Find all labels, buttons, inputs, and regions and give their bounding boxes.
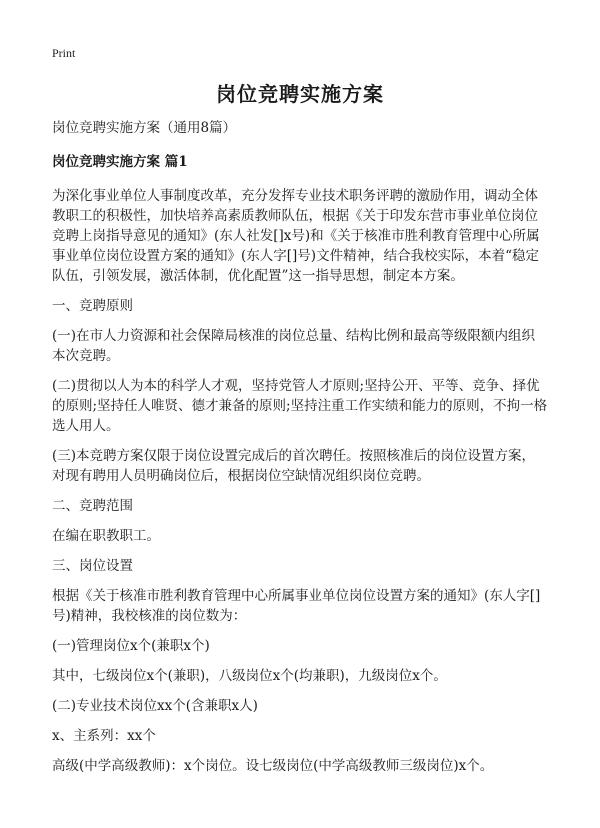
heading-positions: 三、岗位设置 <box>52 558 133 574</box>
paragraph-senior-level: 高级(中学高级教师)：x个岗位。设七级岗位(中学高级教师三级岗位)x个。 <box>52 758 494 774</box>
paragraph-positions: 根据《关于核准市胜利教育管理中心所属事业单位岗位设置方案的通知》(东人字[]号)精神，我校核准的岗位数为： <box>52 588 541 624</box>
paragraph-principle-2: (二)贯彻以人为本的科学人才观，坚持党管人才原则;坚持公开、平等、竞争、择优的原则;坚持任人唯贤、德才兼备的原则;坚持注重工作实绩和能力的原则，不拘一格选人用人。 <box>52 378 548 434</box>
paragraph-management-posts: (一)管理岗位x个(兼职x个) <box>52 638 210 654</box>
document-body <box>52 118 548 786</box>
page-title: 岗位竞聘实施方案 <box>216 82 384 106</box>
section-heading: 岗位竞聘实施方案 篇1 <box>52 154 188 170</box>
heading-principles: 一、竞聘原则 <box>52 298 133 314</box>
paragraph-management-levels: 其中，七级岗位x个(兼职)，八级岗位x个(均兼职)，九级岗位x个。 <box>52 668 447 684</box>
paragraph-scope: 在编在职教职工。 <box>52 528 160 544</box>
document-subtitle: 岗位竞聘实施方案（通用8篇） <box>52 120 237 136</box>
heading-scope: 二、竞聘范围 <box>52 498 133 514</box>
paragraph-main-series: x、主系列：xx个 <box>52 728 156 744</box>
print-label: Print <box>52 46 76 60</box>
paragraph-principle-3: (三)本竞聘方案仅限于岗位设置完成后的首次聘任。按照核准后的岗位设置方案，对现有聘用人员明确岗位后，根据岗位空缺情况组织岗位竞聘。 <box>52 448 536 484</box>
paragraph-technical-posts: (二)专业技术岗位xx个(含兼职x人) <box>52 698 258 714</box>
paragraph-intro: 为深化事业单位人事制度改革，充分发挥专业技术职务评聘的激励作用，调动全体教职工的积极性，加快培养高素质教师队伍，根据《关于印发东营市事业单位岗位竞聘上岗指导意见的通知》(东人社发[]x号)和《关于核准市胜利教育管理中心所属事业单位岗位设置方案的通知》(东人字[]号)文件精神，结合我校实际，本着“稳定队伍，引领发展，激活体制，优化配置”这一指导思想，制定本方案。 <box>52 188 540 284</box>
paragraph-principle-1: (一)在市人力资源和社会保障局核准的岗位总量、结构比例和最高等级限额内组织本次竞聘。 <box>52 328 536 364</box>
